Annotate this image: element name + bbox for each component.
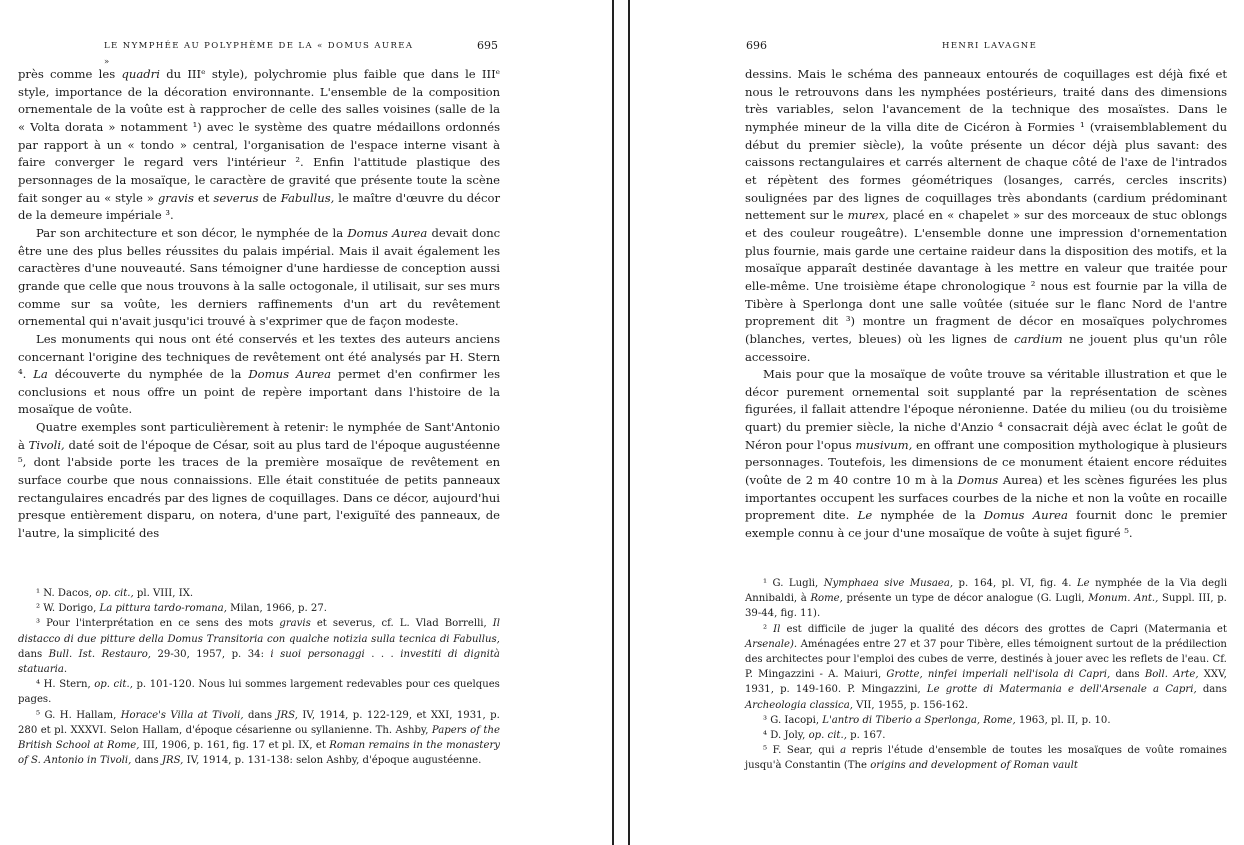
footnote: ³ Pour l'interprétation en ce sens des mots gravis et severus, cf. L. Vlad Borrelli, Il distacco di due pitture della Domus Transitoria con qualche notizia sulla tecnica di Fabullus, dans Bull. Ist. Restauro, 29-30, 1957, p. 34: i suoi personaggi . . . investiti di dignità statuaria.: [18, 618, 500, 676]
paragraph: Mais pour que la mosaïque de voûte trouve sa véritable illustration et que le décor purement ornemental soit supplanté par la représentation de scènes figurées, il fallait attendre l'époque néronienne. Datée du milieu (ou du troisième quart) du premier siècle, la niche d'Anzio ⁴ consacrait déjà avec éclat le goût de Néron pour l'opus musivum, en offrant une composition mythologique à plusieurs personnages. Toutefois, les dimensions de ce monument étaient encore réduites (voûte de 2 m 40 contre 10 m à la Domus Aurea) et les scènes figurées les plus importantes occupent les surfaces courbes de la niche et non la voûte en rocaille proprement dite. Le nymphée de la Domus Aurea fournit donc le premier exemple connu à ce jour d'une mosaïque de voûte à sujet figuré ⁵.: [745, 367, 1228, 541]
running-head-title: LE NYMPHÉE AU POLYPHÈME DE LA « DOMUS AUREA »: [104, 41, 414, 67]
footnote: ³ G. Iacopi, L'antro di Tiberio a Sperlonga, Rome, 1963, pl. II, p. 10.: [763, 714, 1111, 726]
right-page: [630, 0, 1244, 845]
footnote: ² Il est difficile de juger la qualité des décors des grottes de Capri (Matermania et Arsenale). Aménagées entre 27 et 37 pour Tibère, elles témoignent surtout de la prédilection des architectes pour l'emploi des cubes de verre, destinés à jouer avec les reflets de l'eau. Cf. P. Mingazzini - A. Maiuri, Grotte, ninfei imperiali nell'isola di Capri, dans Boll. Arte, XXV, 1931, p. 149-160. P. Mingazzini, Le grotte di Matermania e dell'Arsenale a Capri, dans Archeologia classica, VII, 1955, p. 156-162.: [745, 623, 1227, 711]
paragraph: dessins. Mais le schéma des panneaux entourés de coquillages est déjà fixé et nous le retrouvons dans les nymphées postérieurs, traité dans des dimensions très variables, selon l'avancement de la technique des mosaïstes. Dans le nymphée mineur de la villa dite de Cicéron à Formies ¹ (vraisemblablement du début du premier siècle), la voûte présente un décor déjà plus savant: des caissons rectangulaires et carrés alternent de chaque côté de l'axe de l'intrados et répètent des formes géométriques (losanges, carrés, cercles inscrits) soulignées par des lignes de coquillages très abondants (cardium prédominant nettement sur le murex, placé en « chapelet » sur des morceaux de stuc oblongs et des couleur rougeâtre). L'ensemble donne une impression d'ornementation plus fournie, mais garde une certaine raideur dans la disposition des motifs, et la mosaïque apparaît destinée davantage à les mettre en valeur que traitée pour elle-même. Une troisième étape chronologique ² nous est fournie par la villa de Tibère à Sperlonga dont une salle voûtée (située sur le flanc Nord de l'antre proprement dit ³) montre un fragment de décor en mosaïques polychromes (blanches, vertes, bleues) où les lignes de cardium ne jouent plus qu'un rôle accessoire.: [745, 67, 1228, 364]
left-body-text: [18, 66, 500, 543]
gutter-line-left: [612, 0, 614, 845]
footnote: ¹ N. Dacos, op. cit., pl. VIII, IX.: [36, 588, 194, 599]
paragraph: Par son architecture et son décor, le nymphée de la Domus Aurea devait donc être une des plus belles réussites du palais impérial. Mais il avait également les caractères d'une nouveauté. Sans témoigner d'une hardiesse de conception aussi grande que celle que nous trouvons à la salle octogonale, il utilisait, sur ses murs comme sur sa voûte, les derniers raffinements d'un art du revêtement ornemental qui n'avait jusqu'ici trouvé à s'exprimer que de façon modeste.: [18, 225, 501, 329]
right-body-text: [745, 66, 1227, 543]
running-head-author: HENRI LAVAGNE: [942, 41, 1038, 51]
right-footnotes: [745, 576, 1227, 774]
footnote: ¹ G. Lugli, Nymphaea sive Musaea, p. 164, pl. VI, fig. 4. Le nymphée de la Via degli Annibaldi, à Rome, présente un type de décor analogue (G. Lugli, Monum. Ant., Suppl. III, p. 39-44, fig. 11).: [745, 578, 1228, 620]
footnote: ⁴ H. Stern, op. cit., p. 101-120. Nous lui sommes largement redevables pour ces quelques pages.: [18, 679, 500, 706]
left-footnotes: [18, 586, 500, 768]
footnote: ⁵ G. H. Hallam, Horace's Villa at Tivoli, dans JRS, IV, 1914, p. 122-129, et XXI, 1931, p. 280 et pl. XXXVI. Selon Hallam, d'époque césarienne ou syllanienne. Th. Ashby, Papers of the British School at Rome, III, 1906, p. 161, fig. 17 et pl. IX, et Roman remains in the monastery of S. Antonio in Tivoli, dans JRS, IV, 1914, p. 131-138: selon Ashby, d'époque augustéenne.: [18, 709, 500, 767]
paragraph: Quatre exemples sont particulièrement à retenir: le nymphée de Sant'Antonio à Tivoli, daté soit de l'époque de César, soit au plus tard de l'époque augustéenne ⁵, dont l'abside porte les traces de la première mosaïque de revêtement en surface courbe que nous connaissions. Elle était constituée de petits panneaux rectangulaires encadrés par des lignes de coquillages. Dans ce décor, aujourd'hui presque entièrement disparu, on notera, d'une part, l'exiguïté des panneaux, de l'autre, la simplicité des: [18, 420, 501, 541]
paragraph: près comme les quadri du IIIᵉ style), polychromie plus faible que dans le IIIᵉ style, importance de la décoration environnante. L'ensemble de la composition ornementale de la voûte est à rapprocher de celle des salles voisines (salle de la « Volta dorata » notamment ¹) avec le système des quatre médaillons ordonnés par rapport à un « tondo » central, l'organisation de l'espace interne visant à faire converger le regard vers l'intérieur ². Enfin l'attitude plastique des personnages de la mosaïque, le caractère de gravité que présente toute la scène fait songer au « style » gravis et severus de Fabullus, le maître d'œuvre du décor de la demeure impériale ³.: [18, 67, 501, 223]
footnote: ⁴ D. Joly, op. cit., p. 167.: [763, 730, 886, 742]
footnote: ⁵ F. Sear, qui a repris l'étude d'ensemble de toutes les mosaïques de voûte romaines jusqu'à Constantin (The origins and development of Roman vault: [745, 745, 1227, 772]
left-page: [0, 0, 612, 845]
paragraph: Les monuments qui nous ont été conservés et les textes des auteurs anciens concernant l'origine des techniques de revêtement ont été analysés par H. Stern ⁴. La découverte du nymphée de la Domus Aurea permet d'en confirmer les conclusions et nous offre un point de repère important dans l'histoire de la mosaïque de voûte.: [18, 331, 501, 417]
page-number-left: 695: [477, 39, 498, 52]
footnote: ² W. Dorigo, La pittura tardo-romana, Milan, 1966, p. 27.: [36, 603, 327, 615]
page-number-right: 696: [746, 39, 767, 52]
